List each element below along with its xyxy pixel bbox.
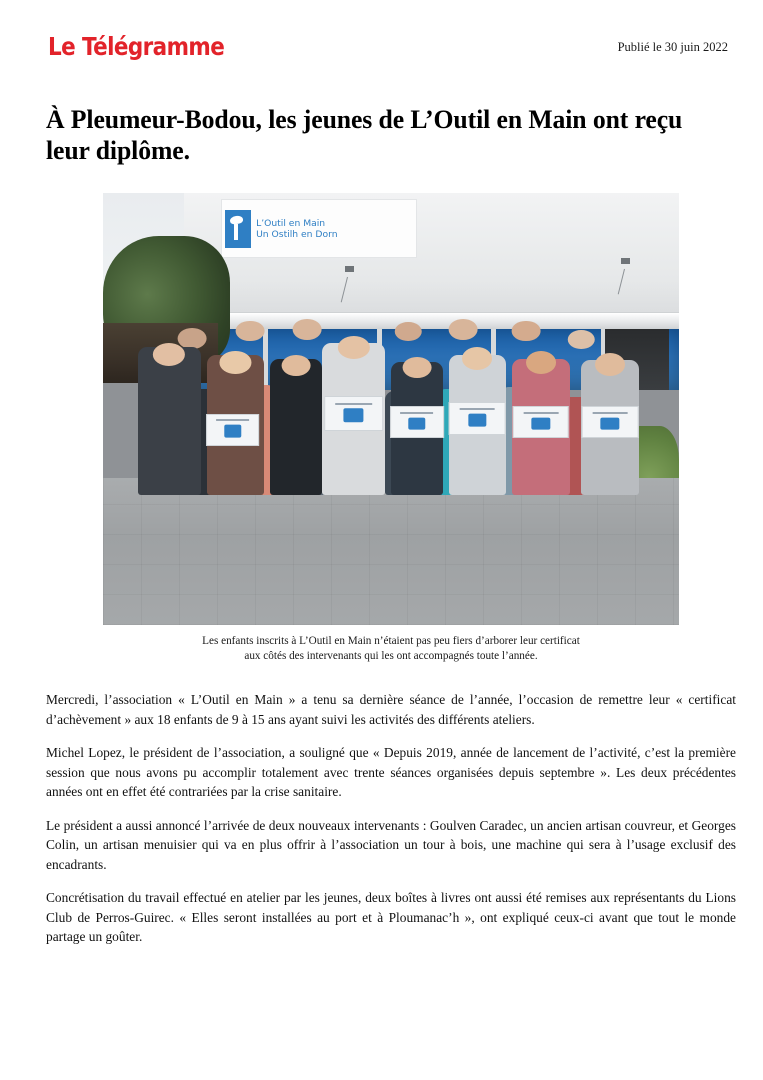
photo-signboard-text [256,218,337,240]
photo-child-head [403,357,432,378]
photo-child-head [220,351,251,374]
photo-certificate [390,406,444,438]
photo-certificate [206,414,260,446]
photo-child-head [526,351,556,374]
photo-canopy-anchor [345,266,354,272]
article-paragraph: Le président a aussi annoncé l’arrivée de deux nouveaux intervenants : Goulven Caradec, un ancien artisan couvreur, et Georges Colin, un artisan menuisier qui va en plus offrir à l’association un tour à bois, une machine qui sera à l’usage exclusif des encadrants. [46,817,736,872]
signboard-line-2: Un Ostilh en Dorn [256,228,338,240]
photo-crowd [103,305,679,495]
article-paragraph: Michel Lopez, le président de l’association, a souligné que « Depuis 2019, année de lancement de l’activité, c’est la première session que nous avons pu accomplir totalement avec trente séances organisées depuis septembre ». Les deux précédentes années ont en effet été contrariées par la crise sanitaire. [46,745,736,799]
photo-child-head [462,347,492,370]
photo-certificate [449,402,506,434]
article-paragraph: Mercredi, l’association « L’Outil en Main » a tenu sa dernière séance de l’année, l’occasion de remettre leur « certificat d’achèvement » aux 18 enfants de 9 à 15 ans ayant suivi les activités des différents ateliers. [46,692,736,727]
photo-person-head [395,322,421,341]
article-paragraph: Concrétisation du travail effectué en atelier par les jeunes, deux boîtes à livres ont aussi été remises aux représentants du Lions Club de Perros-Guirec. « Elles seront installées au port et à Ploumanac’h », ont expliqué ceux-ci avant que tout le monde partage un goûter. [46,890,736,944]
outil-en-main-logo-icon [225,210,251,248]
photo-caption-line-2: aux côtés des intervenants qui les ont accompagnés toute l’année. [244,649,538,662]
photo-person-head [568,330,594,349]
photo-person-head [293,319,322,340]
article-photo [103,193,679,625]
photo-person-head [512,321,541,342]
photo-child [270,359,322,496]
photo-caption [103,634,679,663]
photo-caption-line-1: Les enfants inscrits à L’Outil en Main n’étaient pas peu fiers d’arborer leur certificat [202,635,580,647]
photo-signboard [221,199,417,257]
photo-child-head [337,336,369,359]
photo-canopy-anchor [621,258,630,264]
photo-person-head [178,328,207,349]
article-headline: À Pleumeur-Bodou, les jeunes de L’Outil en Main ont reçu leur diplôme. [46,103,683,165]
article-figure [103,193,679,663]
photo-certificate [512,406,569,438]
photo-tarmac-ground [103,478,679,625]
signboard-line-1: L’Outil en Main [256,217,326,229]
photo-child-head [282,355,311,376]
masthead [48,33,728,67]
publish-date: Publié le 30 juin 2022 [617,40,728,54]
photo-child-head [595,353,625,376]
article-body [46,690,736,947]
photo-person-head [235,321,264,342]
photo-certificate [582,406,639,438]
telegramme-logo[interactable]: Le Télégramme [48,32,225,61]
photo-person-head [449,319,478,340]
photo-child [138,347,201,495]
photo-child-head [153,343,185,366]
photo-certificate [324,396,384,430]
